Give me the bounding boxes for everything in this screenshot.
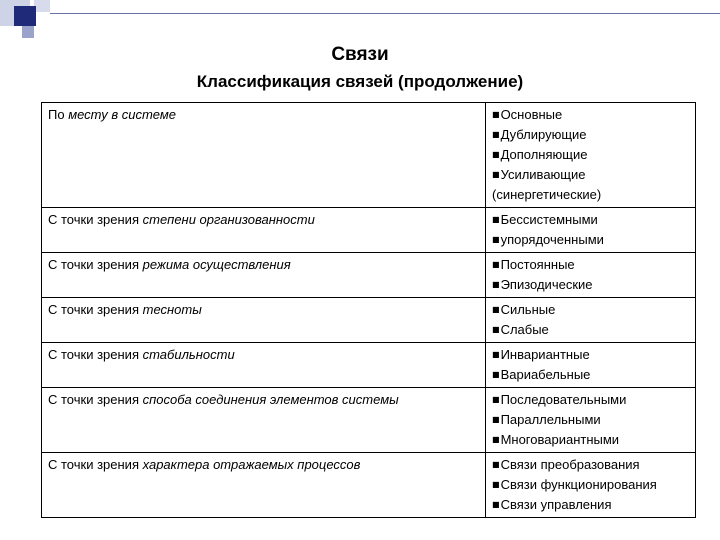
criterion-prefix: С точки зрения — [48, 457, 143, 472]
square-bullet-icon: ■ — [492, 305, 500, 314]
square-bullet-icon: ■ — [492, 415, 500, 424]
header-rule — [50, 13, 720, 14]
option-label: Параллельными — [500, 412, 601, 427]
criterion-prefix: С точки зрения — [48, 302, 143, 317]
option-item — [492, 145, 690, 165]
option-item — [492, 125, 690, 145]
criterion-prefix: С точки зрения — [48, 392, 143, 407]
option-label: упорядоченными — [500, 232, 604, 247]
corner-decoration — [14, 6, 36, 26]
options-cell — [486, 298, 696, 343]
option-item — [492, 455, 690, 475]
option-label: Основные — [500, 107, 563, 122]
option-item — [492, 230, 690, 250]
option-item — [492, 430, 690, 450]
square-bullet-icon: ■ — [492, 235, 500, 244]
criterion-cell — [42, 453, 486, 518]
option-label: Последовательными — [500, 392, 627, 407]
table-row — [42, 388, 696, 453]
option-item — [492, 475, 690, 495]
criterion-name: характера отражаемых процессов — [142, 457, 361, 472]
options-cell — [486, 103, 696, 208]
criterion-cell — [42, 253, 486, 298]
square-bullet-icon: ■ — [492, 110, 500, 119]
criterion-name: тесноты — [142, 302, 202, 317]
square-bullet-icon: ■ — [492, 280, 500, 289]
option-label: Эпизодические — [500, 277, 593, 292]
options-cell — [486, 208, 696, 253]
criterion-cell — [42, 343, 486, 388]
table-row — [42, 208, 696, 253]
option-item — [492, 365, 690, 385]
square-bullet-icon: ■ — [492, 170, 500, 179]
option-item — [492, 275, 690, 295]
option-item — [492, 410, 690, 430]
square-bullet-icon: ■ — [492, 370, 500, 379]
table-row — [42, 253, 696, 298]
option-label: Вариабельные — [500, 367, 591, 382]
option-item — [492, 390, 690, 410]
slide-subtitle: Классификация связей (продолжение) — [196, 72, 524, 91]
options-cell — [486, 343, 696, 388]
criterion-prefix: По — [48, 107, 69, 122]
square-bullet-icon: ■ — [492, 150, 500, 159]
option-item — [492, 105, 690, 125]
criterion-prefix: С точки зрения — [48, 212, 143, 227]
option-label: Многовариантными — [500, 432, 620, 447]
option-label: Постоянные — [500, 257, 575, 272]
square-bullet-icon: ■ — [492, 130, 500, 139]
option-item — [492, 495, 690, 515]
option-item — [492, 255, 690, 275]
square-bullet-icon: ■ — [492, 435, 500, 444]
option-label: Связи управления — [500, 497, 612, 512]
slide-title: Связи — [331, 44, 389, 65]
option-label: Слабые — [500, 322, 549, 337]
criterion-name: месту в системе — [68, 107, 177, 122]
option-label: Инвариантные — [500, 347, 590, 362]
square-bullet-icon: ■ — [492, 215, 500, 224]
option-item — [492, 345, 690, 365]
option-label: Связи преобразования — [500, 457, 640, 472]
option-item — [492, 165, 690, 205]
option-label: Сильные — [500, 302, 556, 317]
classification-table — [41, 102, 696, 518]
square-bullet-icon: ■ — [492, 480, 500, 489]
table-row — [42, 453, 696, 518]
options-cell — [486, 253, 696, 298]
option-label: Усиливающие (синергетические) — [492, 167, 602, 202]
option-label: Связи функционирования — [500, 477, 657, 492]
square-bullet-icon: ■ — [492, 395, 500, 404]
criterion-cell — [42, 103, 486, 208]
criterion-name: степени организованности — [142, 212, 315, 227]
option-item — [492, 300, 690, 320]
criterion-cell — [42, 208, 486, 253]
option-label: Бессистемными — [500, 212, 598, 227]
corner-decoration — [34, 0, 50, 12]
option-item — [492, 320, 690, 340]
criterion-name: стабильности — [142, 347, 235, 362]
options-cell — [486, 388, 696, 453]
square-bullet-icon: ■ — [492, 350, 500, 359]
option-item — [492, 210, 690, 230]
criterion-prefix: С точки зрения — [48, 347, 143, 362]
table-row — [42, 103, 696, 208]
option-label: Дублирующие — [500, 127, 587, 142]
criterion-prefix: С точки зрения — [48, 257, 143, 272]
criterion-name: способа соединения элементов системы — [142, 392, 399, 407]
table-row — [42, 343, 696, 388]
criterion-cell — [42, 388, 486, 453]
criterion-cell — [42, 298, 486, 343]
corner-decoration — [22, 26, 34, 38]
criterion-name: режима осуществления — [142, 257, 291, 272]
options-cell — [486, 453, 696, 518]
square-bullet-icon: ■ — [492, 325, 500, 334]
option-label: Дополняющие — [500, 147, 588, 162]
square-bullet-icon: ■ — [492, 500, 500, 509]
table-row — [42, 298, 696, 343]
square-bullet-icon: ■ — [492, 260, 500, 269]
square-bullet-icon: ■ — [492, 460, 500, 469]
